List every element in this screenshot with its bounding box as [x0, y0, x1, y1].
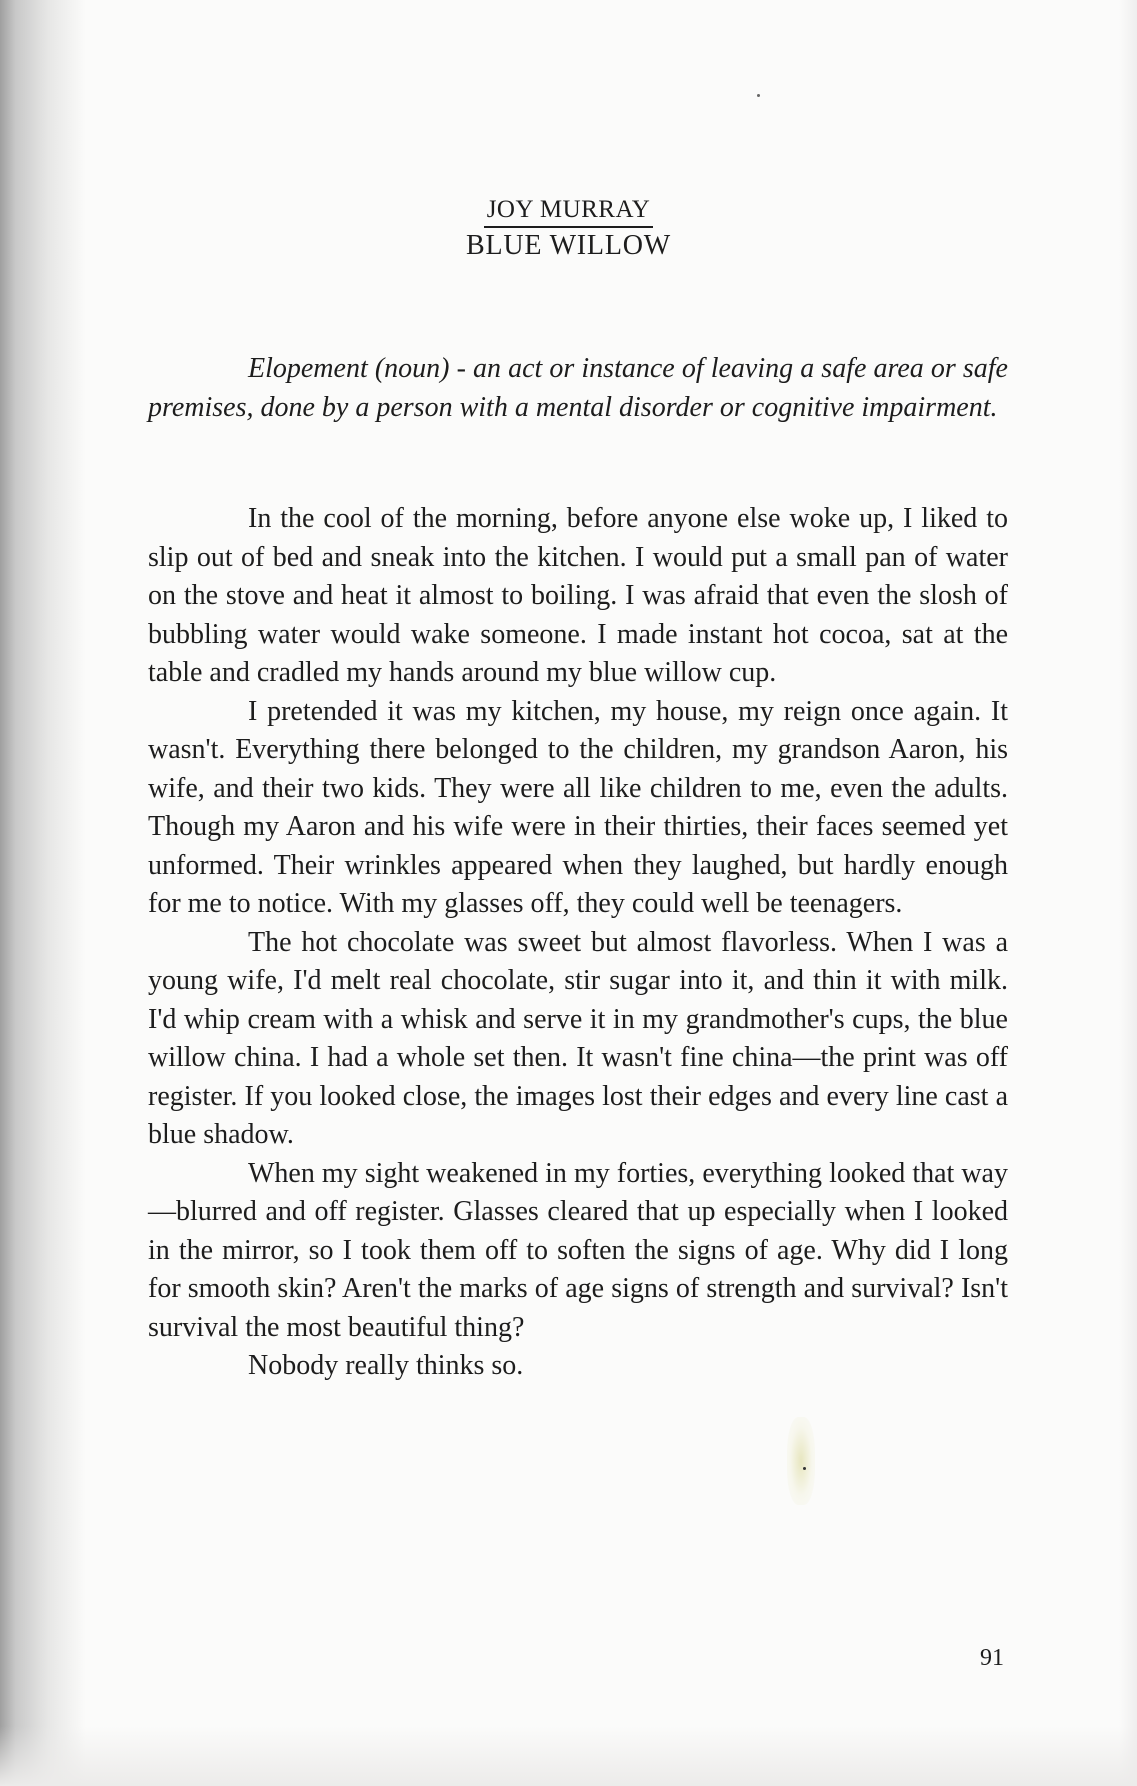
paragraph: When my sight weakened in my forties, everything looked that way—blurred and off register. Glasses cleared that up especially when I looked in the mirror, so I took them off to soften the signs of age. Why did I long for smooth skin? Aren't the marks of age signs of strength and survival? Isn't survival the most beautiful thing?: [148, 1157, 1008, 1343]
binding-gutter-shadow: [0, 0, 86, 1786]
paper-speck: [757, 94, 760, 97]
epigraph: Elopement (noun) - an act or instance of leaving a safe area or safe premises, done by a person with a mental disorder or cognitive impairment.: [148, 353, 1008, 423]
page-edge-shadow: [1119, 0, 1137, 1786]
paper-stain: [787, 1417, 815, 1505]
paragraph: In the cool of the morning, before anyone else woke up, I liked to slip out of bed and sneak into the kitchen. I would put a small pan of water on the stove and heat it almost to boiling. I was afraid that even the slosh of bubbling water would wake someone. I made instant hot cocoa, sat at the table and cradled my hands around my blue willow cup.: [148, 503, 1008, 688]
paragraph: I pretended it was my kitchen, my house, my reign once again. It wasn't. Everything there belonged to the children, my grandson Aaron, his wife, and their two kids. They were all like children to me, even the adults. Though my Aaron and his wife were in their thirties, their faces seemed yet unformed. Their wrinkles appeared when they laughed, but hardly enough for me to notice. With my glasses off, they could well be teenagers.: [148, 695, 1008, 919]
page-number: 91: [980, 1645, 1004, 1671]
author-name: JOY MURRAY: [484, 196, 654, 228]
story-title: BLUE WILLOW: [465, 230, 671, 261]
story-body: [148, 500, 1008, 1386]
paragraph: Nobody really thinks so.: [248, 1350, 524, 1381]
bottom-shadow: [0, 1726, 1137, 1786]
paragraph: The hot chocolate was sweet but almost flavorless. When I was a young wife, I'd melt real chocolate, stir sugar into it, and thin it with milk. I'd whip cream with a whisk and serve it in my grandmother's cups, the blue willow china. I had a whole set then. It wasn't fine china—the print was off register. If you looked close, the images lost their edges and every line cast a blue shadow.: [148, 926, 1008, 1150]
paper-stain-mark: [803, 1467, 806, 1470]
author-heading: [0, 196, 1137, 228]
